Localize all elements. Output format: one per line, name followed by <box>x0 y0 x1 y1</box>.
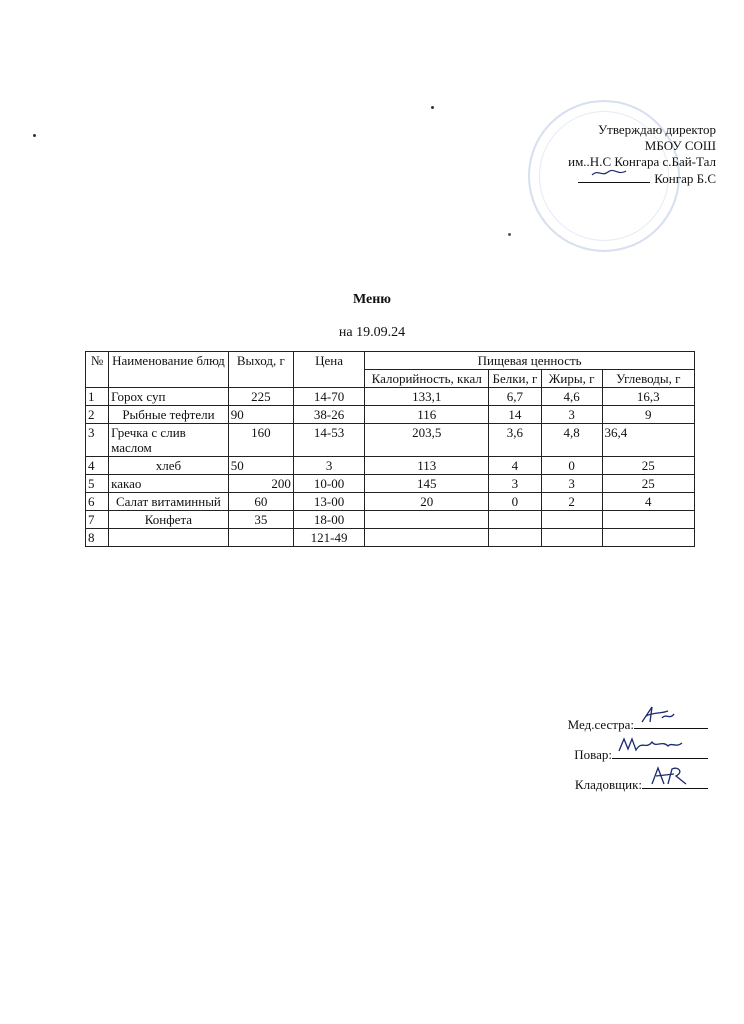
scan-speck <box>508 233 511 236</box>
nurse-signature-icon <box>638 704 678 726</box>
storekeeper-signature-line <box>642 774 708 789</box>
row-output: 35 <box>228 511 293 529</box>
row-protein: 3 <box>489 475 541 493</box>
row-price: 38-26 <box>293 406 364 424</box>
storekeeper-signature-row <box>568 770 708 800</box>
row-calories <box>365 529 489 547</box>
nurse-signature-line <box>634 714 708 729</box>
row-fat: 3 <box>541 475 602 493</box>
row-num: 1 <box>86 388 109 406</box>
row-output: 50 <box>228 457 293 475</box>
row-name: Конфета <box>109 511 229 529</box>
header-name: Наименование блюд <box>109 352 229 388</box>
row-output: 60 <box>228 493 293 511</box>
scan-speck <box>33 134 36 137</box>
approval-line-2: МБОУ СОШ <box>644 138 716 153</box>
row-price: 14-53 <box>293 424 364 457</box>
director-signature-icon <box>590 168 630 178</box>
signatures-block <box>568 710 708 800</box>
row-num: 2 <box>86 406 109 424</box>
storekeeper-signature-icon <box>646 764 692 788</box>
row-output: 225 <box>228 388 293 406</box>
row-fat: 0 <box>541 457 602 475</box>
table-row <box>86 457 695 475</box>
row-protein: 0 <box>489 493 541 511</box>
table-row <box>86 475 695 493</box>
row-name: Рыбные тефтели <box>109 406 229 424</box>
approval-signer-name: Конгар Б.С <box>654 171 716 186</box>
header-nutrition: Пищевая ценность <box>365 352 695 370</box>
row-price: 10-00 <box>293 475 364 493</box>
row-price: 18-00 <box>293 511 364 529</box>
row-output: 160 <box>228 424 293 457</box>
approval-line-1: Утверждаю директор <box>597 122 716 137</box>
header-protein: Белки, г <box>489 370 541 388</box>
row-num: 5 <box>86 475 109 493</box>
row-carbs: 36,4 <box>602 424 694 457</box>
row-price: 121-49 <box>293 529 364 547</box>
row-fat: 4,8 <box>541 424 602 457</box>
row-calories: 133,1 <box>365 388 489 406</box>
storekeeper-label: Кладовщик: <box>574 777 642 792</box>
approval-line-3: им..Н.С Конгара с.Бай-Тал <box>568 154 716 169</box>
approval-signer-line <box>568 170 716 187</box>
row-price: 14-70 <box>293 388 364 406</box>
row-price: 3 <box>293 457 364 475</box>
director-signature-line <box>578 170 650 183</box>
page-title: Меню <box>352 292 391 307</box>
row-carbs: 25 <box>602 457 694 475</box>
table-row <box>86 511 695 529</box>
nurse-label: Мед.сестра: <box>567 717 634 732</box>
row-output <box>228 529 293 547</box>
header-carbs: Углеводы, г <box>602 370 694 388</box>
approval-block <box>568 122 716 187</box>
row-carbs: 9 <box>602 406 694 424</box>
row-name: Салат витаминный <box>109 493 229 511</box>
row-name: Гречка с слив маслом <box>109 424 229 457</box>
header-calories: Калорийность, ккал <box>365 370 489 388</box>
header-output: Выход, г <box>228 352 293 388</box>
row-carbs: 25 <box>602 475 694 493</box>
row-protein <box>489 529 541 547</box>
row-num: 8 <box>86 529 109 547</box>
row-fat: 2 <box>541 493 602 511</box>
row-price: 13-00 <box>293 493 364 511</box>
table-header-row <box>86 352 695 370</box>
cook-signature-line <box>612 744 708 759</box>
header-fat: Жиры, г <box>541 370 602 388</box>
row-carbs <box>602 511 694 529</box>
row-calories <box>365 511 489 529</box>
row-name: какао <box>109 475 229 493</box>
row-fat <box>541 529 602 547</box>
row-fat: 3 <box>541 406 602 424</box>
row-calories: 113 <box>365 457 489 475</box>
row-calories: 116 <box>365 406 489 424</box>
row-calories: 20 <box>365 493 489 511</box>
row-output: 200 <box>228 475 293 493</box>
row-num: 7 <box>86 511 109 529</box>
row-protein: 14 <box>489 406 541 424</box>
row-calories: 203,5 <box>365 424 489 457</box>
row-protein: 6,7 <box>489 388 541 406</box>
header-price: Цена <box>293 352 364 388</box>
table-row <box>86 424 695 457</box>
menu-table <box>85 351 695 547</box>
row-carbs: 16,3 <box>602 388 694 406</box>
row-num: 6 <box>86 493 109 511</box>
row-fat: 4,6 <box>541 388 602 406</box>
row-name <box>109 529 229 547</box>
row-protein: 4 <box>489 457 541 475</box>
row-protein <box>489 511 541 529</box>
cook-signature-icon <box>616 734 686 756</box>
table-row <box>86 406 695 424</box>
row-output: 90 <box>228 406 293 424</box>
table-row <box>86 388 695 406</box>
row-name: хлеб <box>109 457 229 475</box>
menu-date: на 19.09.24 <box>338 325 406 340</box>
row-num: 4 <box>86 457 109 475</box>
row-calories: 145 <box>365 475 489 493</box>
row-fat <box>541 511 602 529</box>
cook-label: Повар: <box>574 747 612 762</box>
scan-speck <box>431 106 434 109</box>
table-row <box>86 529 695 547</box>
header-num: № <box>86 352 109 388</box>
row-carbs <box>602 529 694 547</box>
row-name: Горох суп <box>109 388 229 406</box>
row-num: 3 <box>86 424 109 457</box>
row-carbs: 4 <box>602 493 694 511</box>
row-protein: 3,6 <box>489 424 541 457</box>
table-row <box>86 493 695 511</box>
